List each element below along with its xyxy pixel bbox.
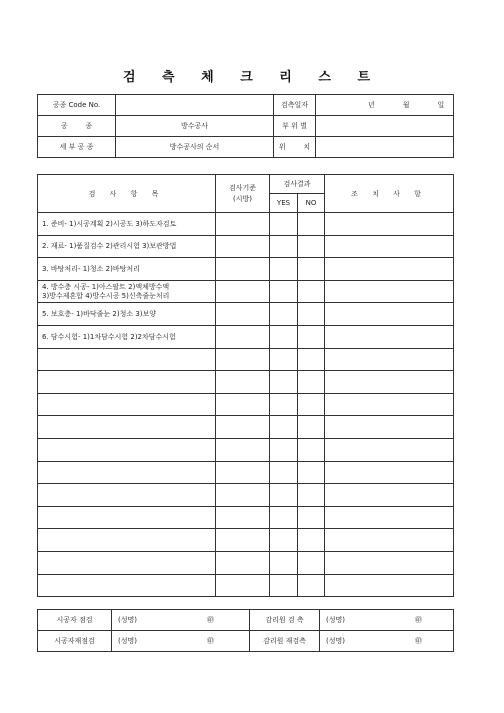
standard-cell[interactable] (216, 303, 270, 326)
check-item[interactable] (38, 551, 216, 574)
action-cell[interactable] (325, 325, 454, 348)
date-label: 검측일자 (274, 95, 316, 116)
standard-cell[interactable] (216, 235, 270, 258)
check-item[interactable] (38, 393, 216, 416)
contractor-check-sign[interactable] (112, 610, 250, 631)
table-row (38, 235, 454, 258)
date-year: 년 (368, 101, 375, 109)
check-item[interactable] (38, 529, 216, 552)
check-item: 2. 재료- 1)품질검수 2)관리시험 3)보관방법 (38, 235, 216, 258)
action-cell[interactable] (325, 303, 454, 326)
yes-cell[interactable] (270, 258, 298, 281)
action-cell[interactable] (325, 258, 454, 281)
contractor-material-check-sign[interactable] (112, 631, 250, 652)
table-row (38, 416, 454, 439)
supervisor-check-label: 감리원 검 측 (250, 610, 320, 631)
supervisor-recheck-label: 감리원 재검측 (250, 631, 320, 652)
no-cell[interactable] (298, 235, 325, 258)
yes-cell[interactable] (270, 235, 298, 258)
name-label: (성명) (326, 616, 345, 624)
check-item: 5. 보호층- 1)바닥줄눈 2)청소 3)보양 (38, 303, 216, 326)
col-item-header: 검 사 항 목 (38, 175, 216, 213)
table-row (38, 484, 454, 507)
name-label: (성명) (118, 637, 137, 645)
check-item[interactable] (38, 371, 216, 394)
table-row (38, 551, 454, 574)
no-cell[interactable] (298, 280, 325, 303)
location-label: 위 치 (274, 137, 316, 158)
action-cell[interactable] (325, 280, 454, 303)
col-result-header: 검사결과 (270, 175, 325, 194)
check-item[interactable] (38, 574, 216, 597)
detail-work-label: 세 부 공 종 (38, 137, 116, 158)
standard-cell[interactable] (216, 258, 270, 281)
seal-icon: ㊞ (207, 637, 214, 645)
standard-cell[interactable] (216, 213, 270, 236)
yes-cell[interactable] (270, 325, 298, 348)
contractor-material-check-label: 시공자재점검 (38, 631, 112, 652)
check-item: 6. 담수시험- 1)1차담수시험 2)2차담수시험 (38, 325, 216, 348)
col-action-header: 조 치 사 항 (325, 175, 454, 213)
header-table (37, 94, 454, 158)
part-label: 부 위 별 (274, 116, 316, 137)
check-item[interactable] (38, 506, 216, 529)
table-row (38, 393, 454, 416)
check-item[interactable] (38, 416, 216, 439)
table-row (38, 325, 454, 348)
code-label: 공종 Code No. (38, 95, 116, 116)
check-item-line2: 3)방수제혼합 4)방수시공 5)신축줄눈처리 (42, 291, 170, 300)
col-yes-header: YES (270, 194, 298, 213)
col-standard-header (216, 175, 270, 213)
yes-cell[interactable] (270, 213, 298, 236)
code-value[interactable] (116, 95, 274, 116)
contractor-check-label: 시공자 점검 (38, 610, 112, 631)
col-standard-title: 검사기준 (228, 183, 257, 192)
checklist-table (37, 174, 454, 597)
signature-table (37, 609, 454, 652)
date-day: 일 (437, 101, 445, 109)
check-item[interactable] (38, 438, 216, 461)
table-row (38, 371, 454, 394)
supervisor-recheck-sign[interactable] (320, 631, 454, 652)
col-no-header: NO (298, 194, 325, 213)
page-title: 검 측 체 크 리 스 트 (122, 70, 382, 85)
name-label: (성명) (326, 637, 345, 645)
table-row (38, 506, 454, 529)
no-cell[interactable] (298, 303, 325, 326)
work-type-label: 공 종 (38, 116, 116, 137)
check-item: 1. 준비- 1)시공계획 2)시공도 3)하도자검토 (38, 213, 216, 236)
check-item[interactable] (38, 484, 216, 507)
check-item (38, 280, 216, 303)
part-value[interactable] (316, 116, 454, 137)
seal-icon: ㊞ (415, 616, 422, 624)
action-cell[interactable] (325, 235, 454, 258)
col-standard-sub: (시방) (233, 194, 252, 203)
yes-cell[interactable] (270, 280, 298, 303)
date-value[interactable] (316, 95, 454, 116)
location-value[interactable] (316, 137, 454, 158)
work-type-value[interactable]: 방수공사 (116, 116, 274, 137)
table-row (38, 280, 454, 303)
no-cell[interactable] (298, 213, 325, 236)
table-row (38, 529, 454, 552)
table-row (38, 574, 454, 597)
no-cell[interactable] (298, 258, 325, 281)
detail-work-value[interactable]: 방수공사의 순서 (116, 137, 274, 158)
no-cell[interactable] (298, 325, 325, 348)
check-item: 3. 바탕처리- 1)청소 2)바탕처리 (38, 258, 216, 281)
table-row (38, 461, 454, 484)
check-item-line1: 4. 방수층 시공- 1)아스팔트 2)액체방수액 (42, 282, 170, 291)
check-item[interactable] (38, 348, 216, 371)
seal-icon: ㊞ (207, 616, 214, 624)
supervisor-check-sign[interactable] (320, 610, 454, 631)
table-row (38, 258, 454, 281)
standard-cell[interactable] (216, 325, 270, 348)
action-cell[interactable] (325, 213, 454, 236)
check-item[interactable] (38, 461, 216, 484)
table-row (38, 303, 454, 326)
table-row (38, 438, 454, 461)
seal-icon: ㊞ (415, 637, 422, 645)
table-row (38, 348, 454, 371)
name-label: (성명) (118, 616, 137, 624)
standard-cell[interactable] (216, 280, 270, 303)
yes-cell[interactable] (270, 303, 298, 326)
date-month: 월 (402, 101, 410, 109)
table-row (38, 213, 454, 236)
